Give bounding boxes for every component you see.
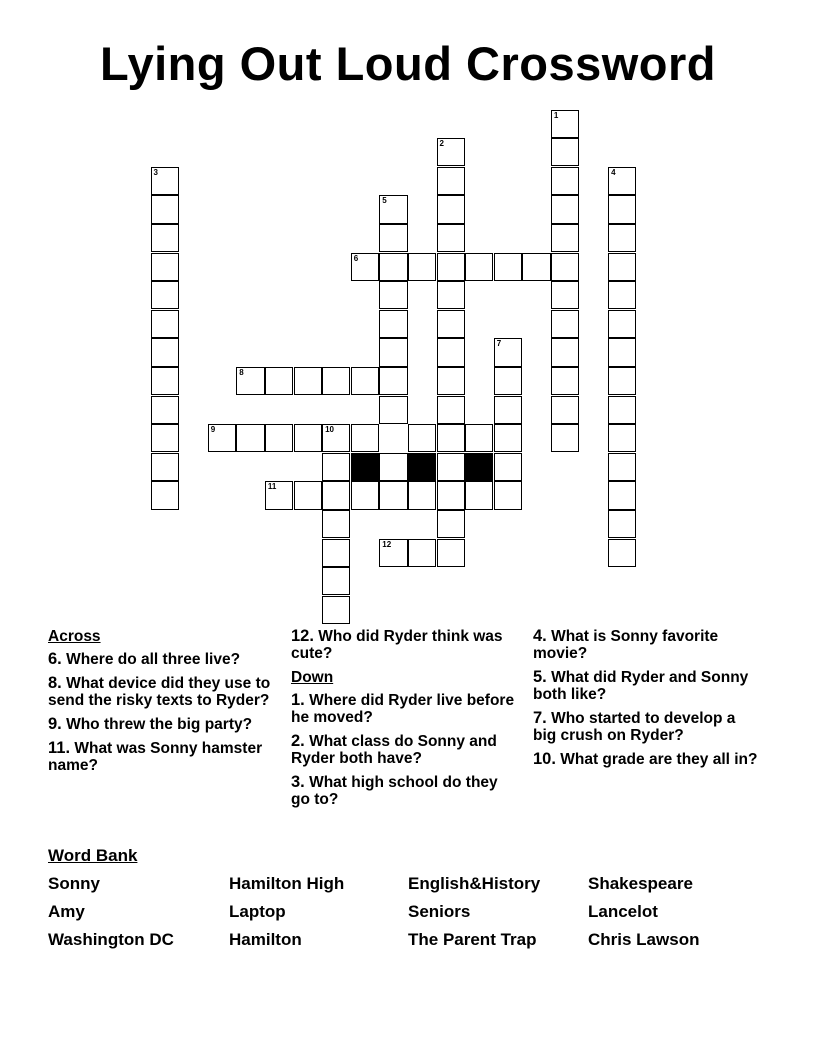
word-bank-item: Seniors (408, 902, 471, 921)
crossword-cell[interactable] (608, 310, 636, 338)
crossword-cell[interactable] (236, 424, 264, 452)
crossword-cell[interactable] (379, 338, 407, 366)
crossword-cell[interactable] (551, 396, 579, 424)
crossword-cell[interactable] (322, 567, 350, 595)
crossword-cell[interactable] (151, 195, 179, 223)
crossword-cell[interactable] (322, 510, 350, 538)
crossword-cell[interactable] (151, 424, 179, 452)
crossword-cell[interactable] (494, 453, 522, 481)
cell-number: 10 (325, 425, 334, 435)
crossword-cell[interactable] (465, 424, 493, 452)
crossword-cell[interactable] (551, 367, 579, 395)
black-square (465, 453, 493, 481)
crossword-cell[interactable] (265, 367, 293, 395)
clue-text: Who started to develop a big crush on Ryder? (533, 710, 736, 744)
cell-number: 12 (382, 539, 392, 549)
crossword-cell[interactable] (151, 367, 179, 395)
clue-down-3 (291, 774, 519, 808)
crossword-cell[interactable] (151, 338, 179, 366)
clue-across-11 (48, 740, 276, 774)
word-bank-item: Shakespeare (588, 874, 693, 893)
crossword-cell[interactable] (551, 195, 579, 223)
crossword-cell[interactable] (437, 424, 465, 452)
clue-text: What did Ryder and Sonny both like? (533, 669, 749, 703)
crossword-cell[interactable] (322, 424, 350, 452)
crossword-cell[interactable] (379, 539, 407, 567)
word-bank-item: Sonny (48, 874, 100, 893)
clue-down-2 (291, 733, 519, 767)
crossword-cell[interactable] (608, 338, 636, 366)
crossword-cell[interactable] (437, 510, 465, 538)
crossword-cell[interactable] (351, 481, 379, 509)
word-bank-item: Washington DC (48, 930, 174, 949)
crossword-cell[interactable] (608, 396, 636, 424)
crossword-cell[interactable] (351, 253, 379, 281)
clue-number: 2. (291, 732, 305, 750)
crossword-cell[interactable] (608, 281, 636, 309)
crossword-cell[interactable] (608, 424, 636, 452)
clue-text: What device did they use to send the risky texts to Ryder? (48, 675, 271, 709)
clue-number: 10. (533, 750, 556, 768)
crossword-cell[interactable] (551, 253, 579, 281)
crossword-cell[interactable] (379, 195, 407, 223)
crossword-cell[interactable] (408, 481, 436, 509)
crossword-cell[interactable] (494, 481, 522, 509)
black-square (351, 453, 379, 481)
clue-text: Who threw the big party? (66, 716, 253, 733)
cell-number: 7 (496, 339, 502, 349)
crossword-cell[interactable] (151, 281, 179, 309)
crossword-cell[interactable] (294, 481, 322, 509)
word-bank-item: Chris Lawson (588, 930, 700, 949)
word-bank-heading: Word Bank (48, 846, 138, 865)
page-title: Lying Out Loud Crossword (99, 37, 716, 90)
crossword-cell[interactable] (608, 510, 636, 538)
crossword-cell[interactable] (322, 367, 350, 395)
crossword-cell[interactable] (379, 367, 407, 395)
crossword-cell[interactable] (608, 481, 636, 509)
crossword-cell[interactable] (151, 224, 179, 252)
word-bank-item: The Parent Trap (408, 930, 537, 949)
crossword-cell[interactable] (151, 253, 179, 281)
clue-number: 11. (48, 739, 71, 757)
crossword-cell[interactable] (322, 539, 350, 567)
crossword-cell[interactable] (465, 253, 493, 281)
crossword-cell[interactable] (151, 396, 179, 424)
crossword-cell[interactable] (494, 367, 522, 395)
crossword-cell[interactable] (437, 310, 465, 338)
crossword-cell[interactable] (437, 281, 465, 309)
crossword-cell[interactable] (437, 138, 465, 166)
across-heading: Across (48, 628, 101, 645)
crossword-cell[interactable] (151, 310, 179, 338)
clue-across-9 (48, 716, 276, 733)
black-square (408, 453, 436, 481)
clue-number: 1. (291, 691, 305, 709)
crossword-cell[interactable] (151, 481, 179, 509)
crossword-cell[interactable] (551, 310, 579, 338)
clue-number: 9. (48, 715, 62, 733)
crossword-cell[interactable] (151, 167, 179, 195)
clue-column-1 (48, 628, 276, 781)
crossword-cell[interactable] (351, 367, 379, 395)
clue-down-4 (533, 628, 761, 662)
crossword-cell[interactable] (494, 396, 522, 424)
word-bank-item: Lancelot (588, 902, 658, 921)
crossword-cell[interactable] (437, 453, 465, 481)
clue-number: 5. (533, 668, 547, 686)
crossword-cell[interactable] (608, 453, 636, 481)
cell-number: 9 (210, 425, 216, 435)
clue-number: 3. (291, 773, 305, 791)
clue-number: 12. (291, 627, 314, 645)
crossword-cell[interactable] (265, 481, 293, 509)
cell-number: 6 (353, 253, 359, 263)
crossword-cell[interactable] (437, 367, 465, 395)
crossword-cell[interactable] (437, 396, 465, 424)
clue-number: 6. (48, 650, 62, 668)
crossword-cell[interactable] (322, 453, 350, 481)
clue-number: 4. (533, 627, 547, 645)
crossword-cell[interactable] (551, 110, 579, 138)
crossword-cell[interactable] (408, 424, 436, 452)
clue-down-5 (533, 669, 761, 703)
crossword-cell[interactable] (379, 453, 407, 481)
crossword-cell[interactable] (265, 424, 293, 452)
crossword-cell[interactable] (608, 195, 636, 223)
clue-column-3 (533, 628, 761, 775)
clue-text: What was Sonny hamster name? (48, 740, 263, 774)
crossword-cell[interactable] (437, 338, 465, 366)
crossword-cell[interactable] (294, 367, 322, 395)
clue-text: Where do all three live? (66, 651, 241, 668)
word-bank-item: Laptop (229, 902, 286, 921)
clue-text: What high school do they go to? (291, 774, 498, 808)
crossword-cell[interactable] (379, 281, 407, 309)
crossword-cell[interactable] (551, 224, 579, 252)
clue-across-6 (48, 651, 276, 668)
crossword-cell[interactable] (208, 424, 236, 452)
crossword-cell[interactable] (379, 396, 407, 424)
cell-number: 4 (611, 167, 616, 177)
word-bank-item: Hamilton High (229, 874, 345, 893)
clue-down-1 (291, 692, 519, 726)
clue-text: Where did Ryder live before he moved? (291, 692, 515, 726)
crossword-cell[interactable] (379, 481, 407, 509)
clue-across-12 (291, 628, 519, 662)
word-bank-item: English&History (408, 874, 541, 893)
clue-number: 8. (48, 674, 62, 692)
crossword-cell[interactable] (437, 224, 465, 252)
clue-text: What is Sonny favorite movie? (533, 628, 719, 662)
crossword-cell[interactable] (608, 253, 636, 281)
cell-number: 2 (439, 139, 444, 149)
down-heading: Down (291, 669, 334, 686)
crossword-cell[interactable] (551, 338, 579, 366)
crossword-cell[interactable] (408, 539, 436, 567)
crossword-cell[interactable] (151, 453, 179, 481)
crossword-cell[interactable] (437, 539, 465, 567)
cell-number: 11 (267, 482, 277, 492)
cell-number: 5 (382, 196, 387, 206)
clue-text: What class do Sonny and Ryder both have? (291, 733, 497, 767)
cell-number: 1 (553, 110, 559, 120)
word-bank-item: Amy (48, 902, 85, 921)
crossword-cell[interactable] (608, 224, 636, 252)
crossword-cell[interactable] (437, 253, 465, 281)
crossword-cell[interactable] (494, 338, 522, 366)
clue-down-7 (533, 710, 761, 744)
crossword-cell[interactable] (551, 167, 579, 195)
cell-number: 8 (239, 367, 244, 377)
crossword-cell[interactable] (379, 224, 407, 252)
crossword-cell[interactable] (294, 424, 322, 452)
crossword-cell[interactable] (608, 167, 636, 195)
crossword-cell[interactable] (522, 253, 550, 281)
word-bank-item: Hamilton (229, 930, 302, 949)
crossword-cell[interactable] (322, 481, 350, 509)
crossword-cell[interactable] (437, 167, 465, 195)
crossword-cell[interactable] (437, 195, 465, 223)
crossword-cell[interactable] (551, 138, 579, 166)
crossword-cell[interactable] (437, 481, 465, 509)
crossword-cell[interactable] (494, 424, 522, 452)
cell-number: 3 (153, 167, 158, 177)
crossword-cell[interactable] (379, 253, 407, 281)
crossword-cell[interactable] (465, 481, 493, 509)
crossword-cell[interactable] (351, 424, 379, 452)
crossword-cell[interactable] (551, 281, 579, 309)
crossword-cell[interactable] (494, 253, 522, 281)
clue-down-10 (533, 751, 761, 768)
clue-text: Who did Ryder think was cute? (291, 628, 503, 662)
clue-number: 7. (533, 709, 547, 727)
crossword-cell[interactable] (322, 596, 350, 624)
crossword-cell[interactable] (608, 539, 636, 567)
crossword-cell[interactable] (608, 367, 636, 395)
clue-text: What grade are they all in? (560, 751, 758, 768)
clue-across-8 (48, 675, 276, 709)
crossword-cell[interactable] (408, 253, 436, 281)
clue-column-2 (291, 628, 519, 815)
crossword-cell[interactable] (551, 424, 579, 452)
crossword-cell[interactable] (379, 310, 407, 338)
crossword-cell[interactable] (236, 367, 264, 395)
